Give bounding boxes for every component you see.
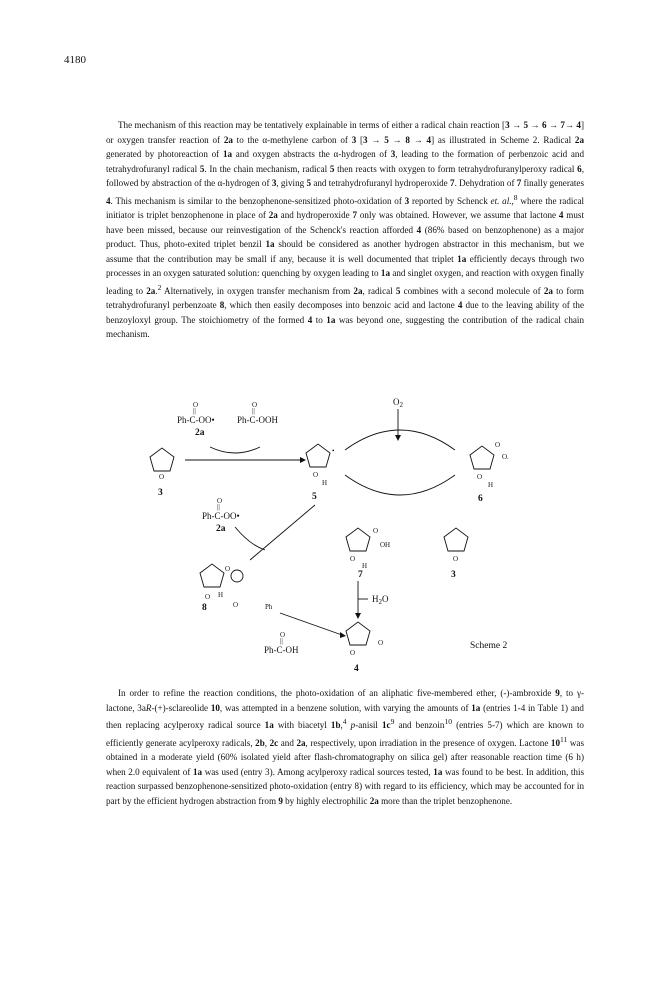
scheme-label: Scheme 2	[470, 641, 508, 651]
arrow-head-8-to-4	[340, 632, 346, 638]
carbonyl-o-benzoic: O	[280, 631, 286, 639]
carbonyl-bond-2a-mid: ||	[217, 503, 220, 511]
o2-label: $O_2$	[393, 397, 403, 409]
label-2a-mid: 2a	[216, 524, 226, 534]
peroxy-radical-6: O.	[502, 453, 509, 461]
carbonyl-loop-8	[231, 570, 243, 582]
h-7: H	[362, 562, 368, 570]
carbonyl-bond-benzoic: ||	[280, 637, 283, 645]
thf-ring-3	[150, 448, 174, 471]
peroxy-o-6: O	[495, 441, 501, 449]
radical-dot-5: •	[332, 447, 335, 455]
carbonyl-bond-2a-top: ||	[193, 407, 196, 415]
peracid-radical-2a-top: Ph-C-OO•	[177, 415, 215, 425]
curved-arrow-2a	[210, 447, 260, 453]
thf-ring-8	[200, 564, 224, 587]
ring-o-4: O	[350, 649, 356, 657]
label-8: 8	[202, 603, 207, 613]
peroxy-o-7: O	[373, 527, 379, 535]
carbonyl-o-peracid: O	[252, 401, 258, 409]
thf-ring-6	[470, 446, 494, 469]
paragraph-refinement: In order to refine the reaction conditions, the photo-oxidation of an aliphatic five-membered ether, (-)-ambroxide 9, to γ-lactone, 3aR-(+)-sclareolide 10, was attempted in a benzene solution, with varying the amounts of 1a (entries 1-4 in Table 1) and then replacing acylperoxy radical source 1a with biacetyl 1b,$^4$ p-anisil $1c^9$ and benzoin$^{10}$ (entries 5-7) which are known to efficiently generate acylperoxy radicals, 2b, 2c and 2a, respectively, upon irradiation in the presence of oxygen. Lactone $10^{11}$ was obtained in a moderate yield (60% isolated yield after flash-chromatography on silica gel) after reasonable reaction time (6 h) when 2.0 equivalent of 1a was used (entry 3). Among acylperoxy radical sources tested, 1a was found to be best. In addition, this reaction surpassed benzophenone-sensitized photo-oxidation (entry 8) with regard to its efficiency, which may be accounted for in part by the efficient hydrogen abstraction from 9 by highly electrophilic 2a more than the triplet benzophenone.	[106, 688, 585, 806]
perbenzoic-acid: Ph-C-OOH	[237, 415, 279, 425]
arrow-head-3-to-5	[300, 457, 306, 463]
ring-o-3: O	[159, 473, 165, 481]
arrow-8-to-4	[280, 613, 342, 635]
curved-arrow-2a-mid	[235, 527, 265, 550]
label-7: 7	[358, 570, 363, 580]
h-8: H	[218, 591, 224, 599]
benzoic-acid: Ph-C-OH	[264, 645, 299, 655]
o2-arrow-head	[395, 435, 401, 441]
paragraph-mechanism: The mechanism of this reaction may be tentatively explainable in terms of either a radical chain reaction [3 → 5 → 6 → 7→ 4] or oxygen transfer reaction of 2a to the α-methylene carbon of 3 [3 → 5 → 8 → 4] as illustrated in Scheme 2. Radical 2a generated by photoreaction of 1a and oxygen abstracts the α-hydrogen of 3, leading to the formation of perbenzoic acid and tetrahydrofuranyl radical 5. In the chain mechanism, radical 5 then reacts with oxygen to form tetrahydrofuranylperoxy radical 6, followed by abstraction of the α-hydrogen of 3, giving 5 and tetrahydrofuranyl hydroperoxide 7. Dehydration of 7 finally generates 4. This mechanism is similar to the benzophenone-sensitized photo-oxidation of 3 reported by Schenck et. al.,$^8$ where the radical initiator is triplet benzophenone in place of 2a and hydroperoxide 7 only was obtained. However, we assume that lactone 4 must have been missed, because our reinvestigation of the Schenck's reaction afforded 4 (86% based on benzophenone) as a major product. Thus, photo-exited triplet benzil 1a should be considered as another hydrogen abstractor in this mechanism, but we assume that the contribution may be small if any, because it is well documented that triplet 1a efficiently decays through two processes in an oxygen saturated solution: quenching by oxygen leading to 1a and singlet oxygen, and reaction with oxygen finally leading to 2a.$^2$ Alternatively, in oxygen transfer mechanism from 2a, radical 5 combines with a second molecule of 2a to form tetrahydrofuranyl perbenzoate 8, which then easily decomposes into benzoic acid and lactone 4 due to the leaving ability of the benzoyloxyl group. The stoichiometry of the formed 4 to 1a was beyond one, suggesting the contribution of the radical chain mechanism.	[106, 120, 585, 340]
h-5: H	[322, 479, 328, 487]
ph-8: Ph	[265, 603, 273, 611]
ring-o-8: O	[205, 593, 211, 601]
arrow-5-to-8	[250, 505, 315, 560]
ring-o-7: O	[350, 555, 356, 563]
lactone-ring-4	[346, 622, 370, 645]
scheme-svg	[140, 395, 580, 680]
h-6: H	[488, 481, 494, 489]
thf-ring-7	[346, 528, 370, 551]
thf-ring-5	[306, 444, 330, 467]
page-number: 4180	[64, 54, 86, 66]
label-3-right: 3	[451, 570, 456, 580]
h2o-label: $H_2O$	[372, 594, 389, 606]
label-3: 3	[158, 488, 163, 498]
peracid-radical-2a-mid: Ph-C-OO•	[202, 511, 240, 521]
ring-o-3-right: O	[453, 555, 459, 563]
carbonyl-o-2a-mid: O	[217, 497, 223, 505]
oh-7: OH	[380, 541, 391, 549]
carbonyl-o-2a-top: O	[193, 401, 199, 409]
label-6: 6	[478, 494, 483, 504]
label-5: 5	[312, 492, 317, 502]
reaction-scheme-2	[140, 395, 580, 680]
peroxy-o-8: O	[225, 565, 231, 573]
lactone-carbonyl-o-4: O	[378, 639, 384, 647]
cycle-upper-arc	[345, 430, 455, 450]
arrow-head-7-to-4	[355, 613, 361, 619]
carbonyl-o-8: O	[233, 601, 239, 609]
cycle-lower-arc	[345, 475, 455, 495]
ring-o-6: O	[477, 473, 483, 481]
label-4: 4	[354, 664, 359, 674]
carbonyl-bond-peracid: ||	[252, 407, 255, 415]
thf-ring-3-right	[444, 528, 468, 551]
label-2a-top: 2a	[195, 428, 205, 438]
ring-o-5: O	[313, 471, 319, 479]
